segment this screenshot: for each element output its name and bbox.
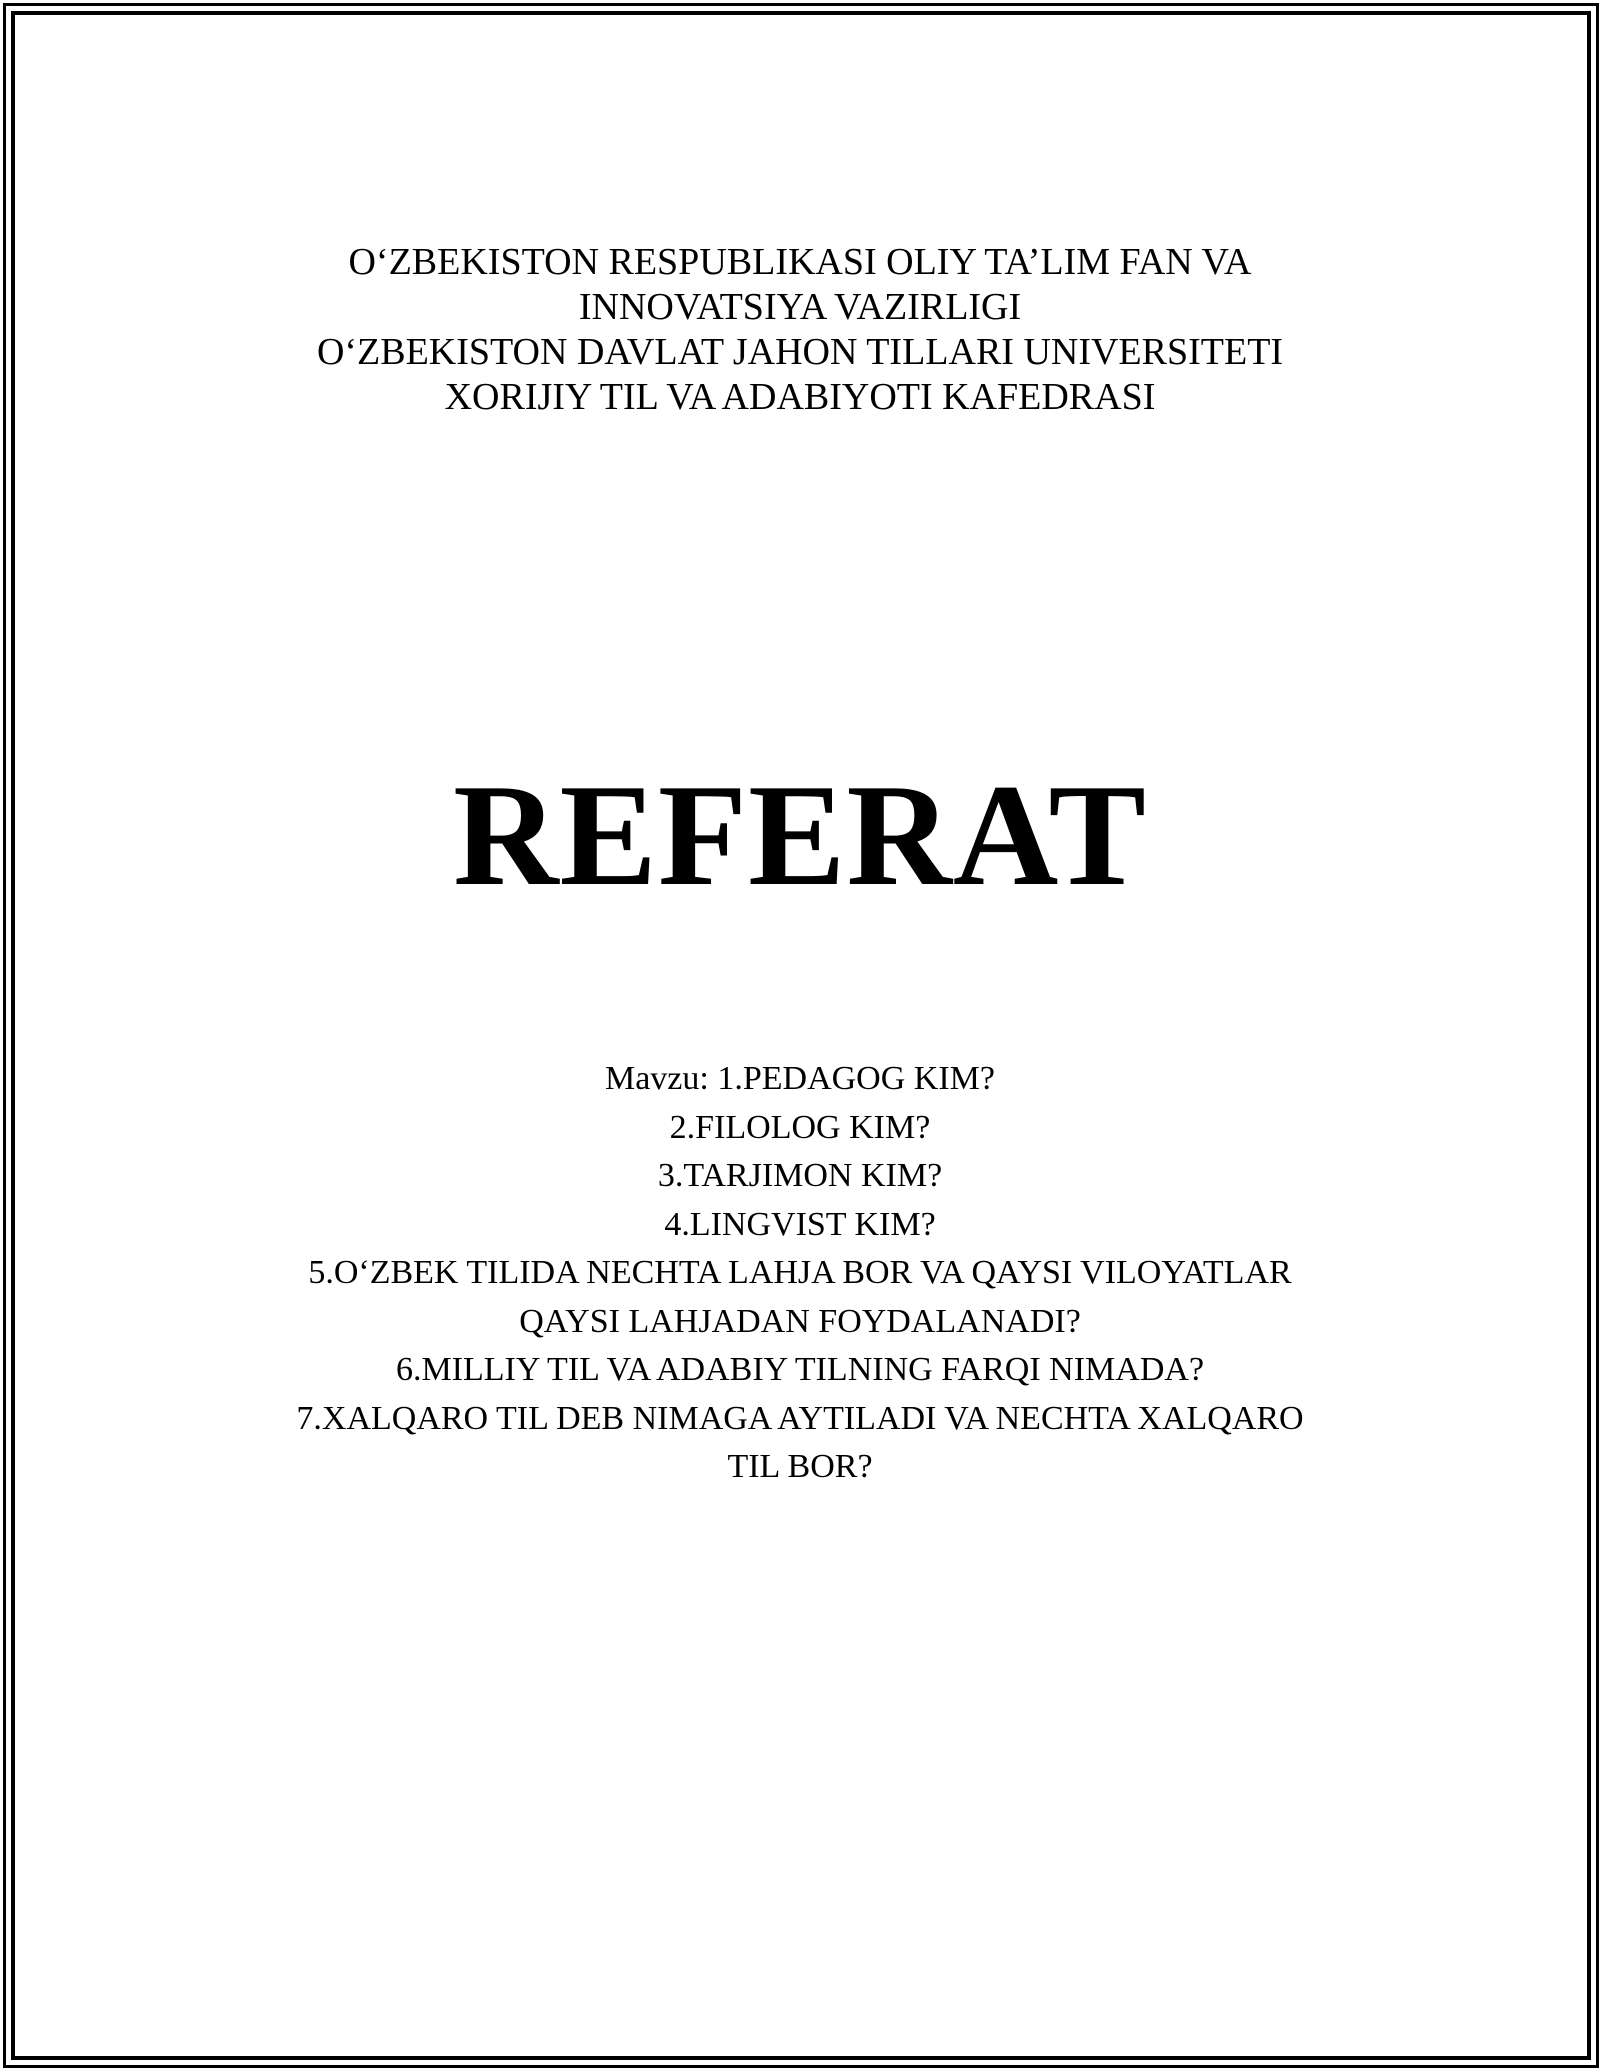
topic-line: 5.O‘ZBEK TILIDA NECHTA LAHJA BOR VA QAYSI VILOYATLAR <box>308 1254 1292 1291</box>
topic-line: 4.LINGVIST KIM? <box>664 1205 936 1243</box>
header-line: O‘ZBEKISTON DAVLAT JAHON TILLARI UNIVERSITETI <box>316 331 1284 373</box>
topic-line: QAYSI LAHJADAN FOYDALANADI? <box>519 1302 1081 1340</box>
header-line: INNOVATSIYA VAZIRLIGI <box>578 286 1022 328</box>
topic-line: 7.XALQARO TIL DEB NIMAGA AYTILADI VA NECHTA XALQARO <box>296 1399 1304 1437</box>
topics-block <box>0 1055 1600 1492</box>
header-line: XORIJIY TIL VA ADABIYOTI KAFEDRASI <box>444 376 1156 418</box>
topic-line: 6.MILLIY TIL VA ADABIY TILNING FARQI NIMADA? <box>395 1351 1205 1388</box>
topic-line: TIL BOR? <box>727 1448 873 1485</box>
header-line: O‘ZBEKISTON RESPUBLIKASI OLIY TA’LIM FAN VA <box>348 241 1252 283</box>
institution-header <box>0 240 1600 420</box>
topic-line: 3.TARJIMON KIM? <box>657 1157 943 1194</box>
topic-line: Mavzu: 1.PEDAGOG KIM? <box>604 1060 995 1097</box>
topic-line: 2.FILOLOG KIM? <box>669 1108 931 1146</box>
document-title: REFERAT <box>453 754 1147 916</box>
